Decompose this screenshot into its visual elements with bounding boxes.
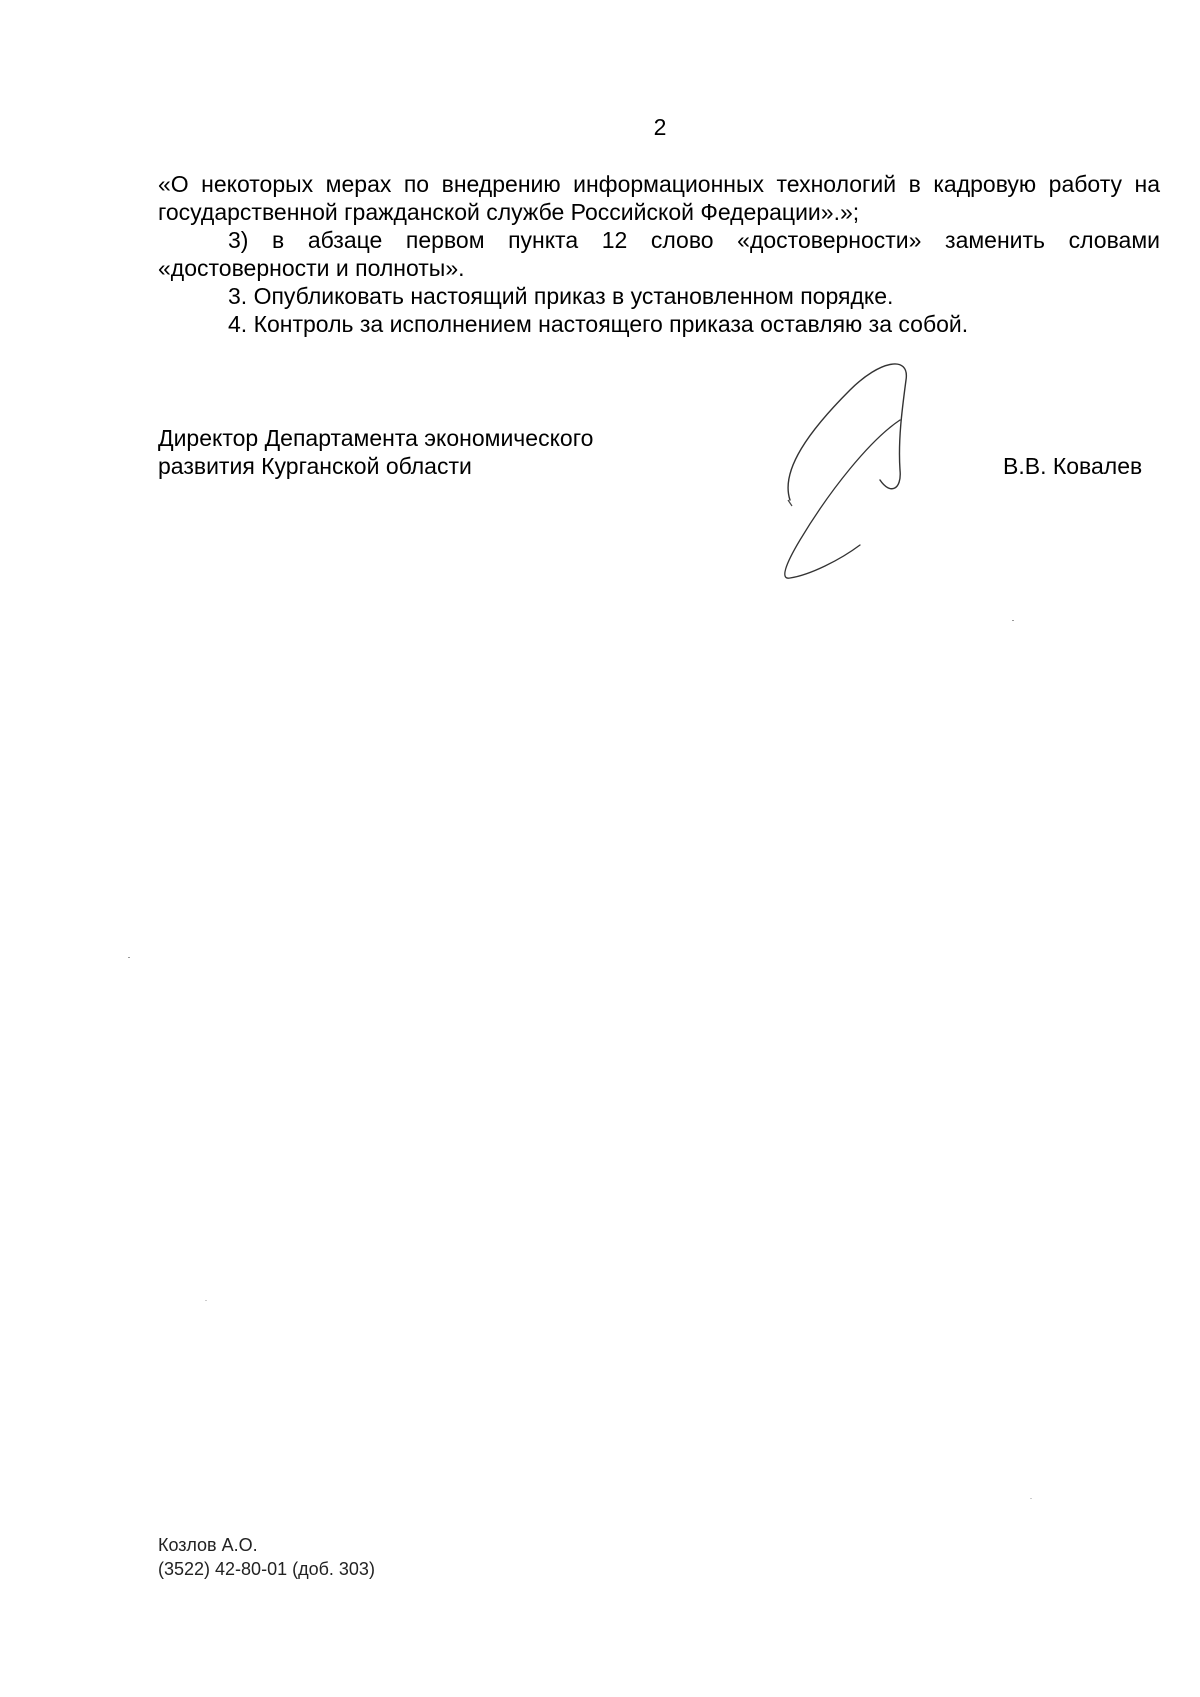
body-paragraph-3: 3. Опубликовать настоящий приказ в установленном порядке. [228, 283, 894, 309]
signer-name: В.В. Ковалев [1003, 453, 1143, 479]
executor-info [158, 1533, 375, 1581]
document-body [158, 170, 1160, 338]
body-paragraph-4: 4. Контроль за исполнением настоящего приказа оставляю за собой. [228, 311, 969, 337]
scan-speck [128, 957, 130, 958]
scan-speck [205, 1300, 207, 1301]
body-paragraph-1: «О некоторых мерах по внедрению информационных технологий в кадровую работу на государственной гражданской службе Российской Федерации».»; [158, 171, 1160, 225]
scan-speck [1030, 1498, 1032, 1499]
body-paragraph-2: 3) в абзаце первом пункта 12 слово «достоверности» заменить словами «достоверности и полноты». [158, 227, 1160, 281]
signer-position [158, 424, 593, 480]
signer-position-line-1: Директор Департамента экономического [158, 425, 594, 451]
page-number: 2 [653, 114, 667, 140]
handwritten-signature [770, 360, 930, 590]
signer-position-line-2: развития Курганской области [158, 453, 472, 479]
executor-name: Козлов А.О. [158, 1535, 258, 1555]
executor-phone: (3522) 42-80-01 (доб. 303) [158, 1559, 375, 1579]
scan-speck [1012, 620, 1014, 621]
